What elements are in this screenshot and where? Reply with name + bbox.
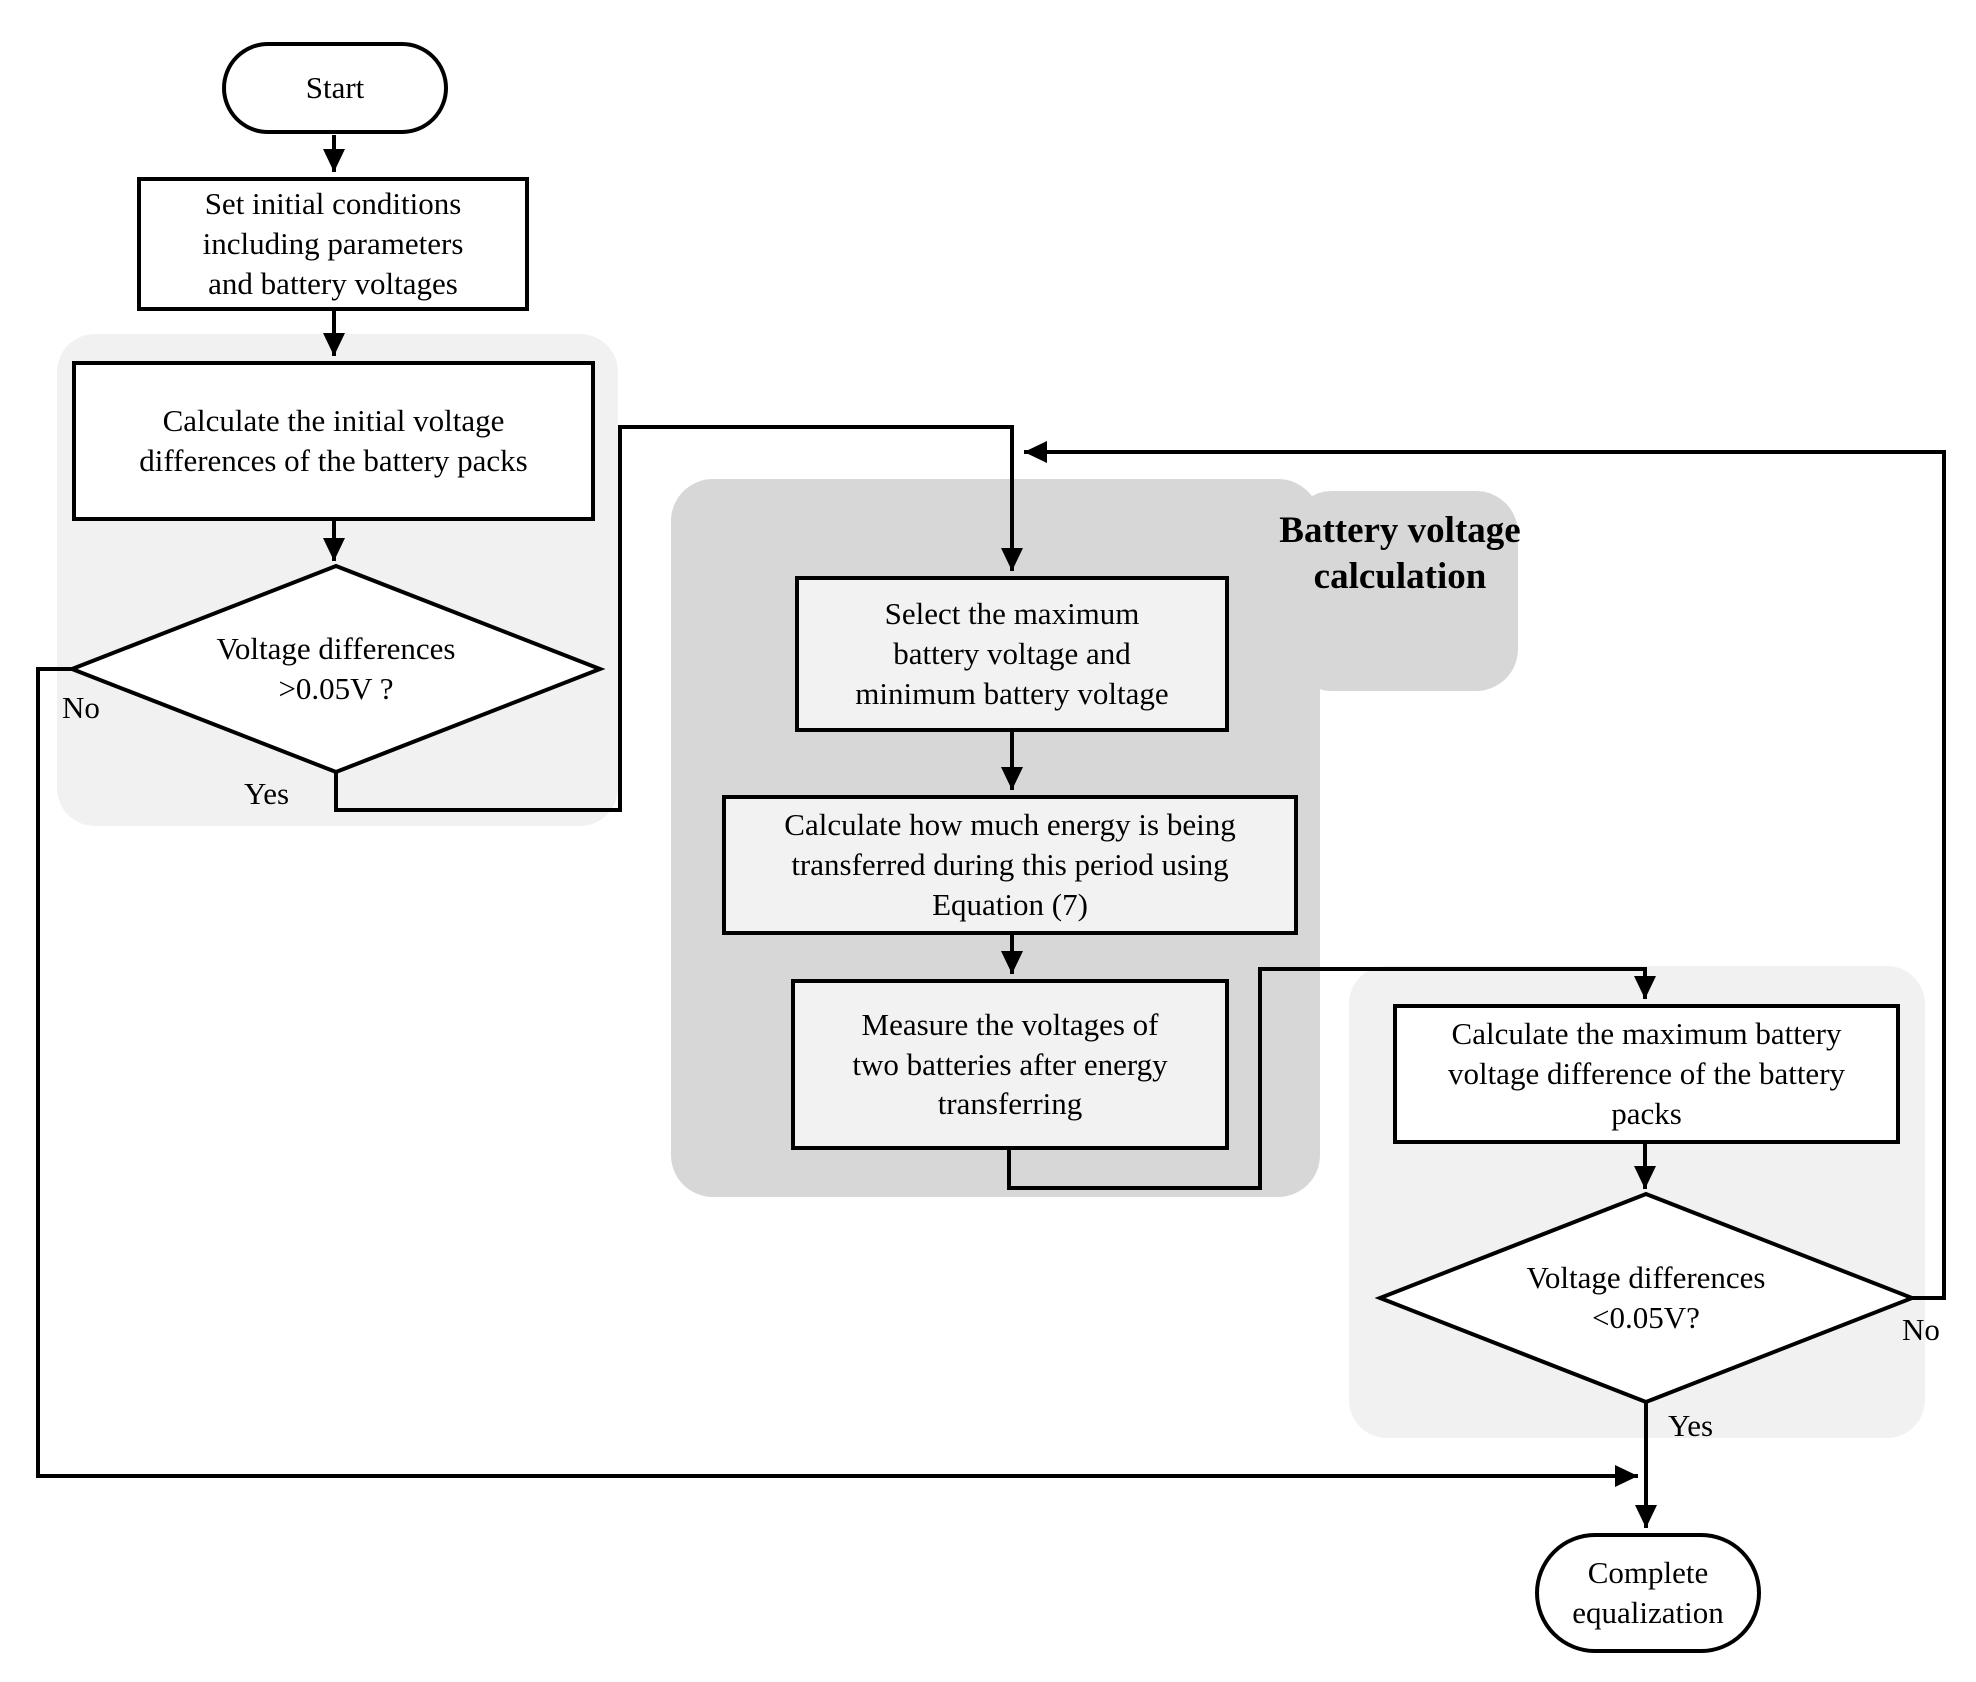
node-calc-initial-differences: Calculate the initial voltage differences of the battery packs (72, 361, 595, 521)
edge-label-yes-final: Yes (1668, 1408, 1714, 1443)
edge-label-no-final: No (1902, 1312, 1940, 1347)
group-title-battery-voltage-calculation: Battery voltage calculation (1279, 510, 1521, 598)
node-complete-equalization: Complete equalization (1535, 1533, 1761, 1653)
decision-initial-label: Voltage differences >0.05V ? (216, 631, 456, 706)
node-calc-max-voltage-difference: Calculate the maximum battery voltage difference of the battery packs (1393, 1004, 1900, 1144)
node-measure-voltages: Measure the voltages of two batteries after energy transferring (791, 979, 1229, 1150)
node-select-max-min-voltage: Select the maximum battery voltage and minimum battery voltage (795, 576, 1229, 732)
node-calc-energy-transferred: Calculate how much energy is being transferred during this period using Equation (7) (722, 795, 1298, 935)
node-start: Start (222, 42, 448, 134)
node-set-initial-conditions: Set initial conditions including parameters and battery voltages (137, 177, 529, 311)
edge-label-yes-initial: Yes (244, 776, 290, 811)
decision-final-label: Voltage differences <0.05V? (1526, 1260, 1766, 1335)
edge-label-no-initial: No (62, 690, 100, 725)
